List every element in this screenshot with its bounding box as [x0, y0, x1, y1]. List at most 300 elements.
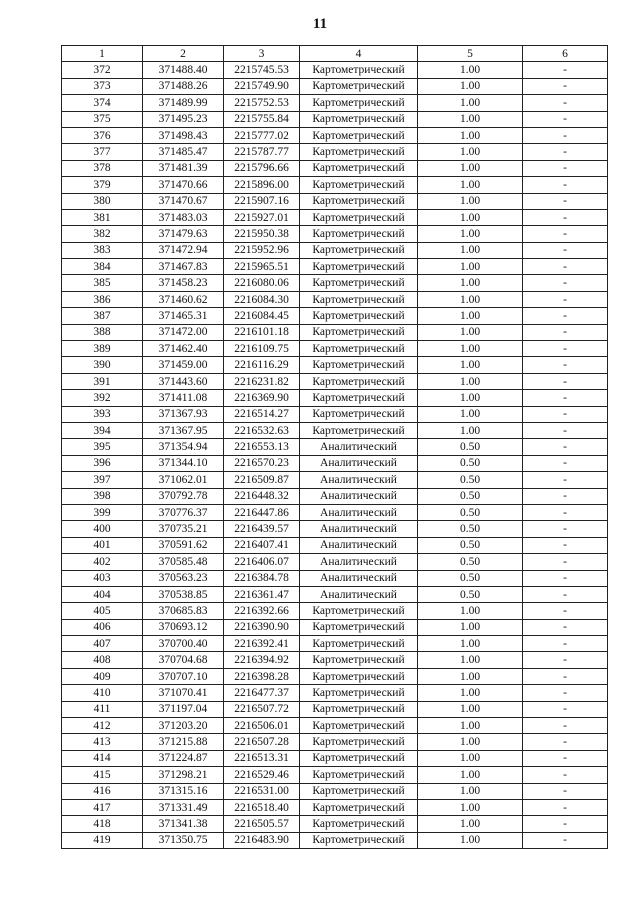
point-number-cell: 400 [62, 521, 143, 537]
note-cell: - [523, 193, 608, 209]
accuracy-cell: 0.50 [418, 554, 523, 570]
point-number-cell: 390 [62, 357, 143, 373]
point-number-cell: 394 [62, 422, 143, 438]
table-row [62, 127, 608, 143]
method-cell: Картометрический [300, 603, 418, 619]
note-cell: - [523, 537, 608, 553]
table-row [62, 832, 608, 848]
note-cell: - [523, 275, 608, 291]
table-row [62, 144, 608, 160]
x-coordinate-cell: 371315.16 [143, 783, 224, 799]
point-number-cell: 417 [62, 799, 143, 815]
method-cell: Картометрический [300, 324, 418, 340]
note-cell: - [523, 357, 608, 373]
x-coordinate-cell: 370792.78 [143, 488, 224, 504]
note-cell: - [523, 226, 608, 242]
accuracy-cell: 1.00 [418, 832, 523, 848]
header-row [62, 46, 608, 62]
y-coordinate-cell: 2216513.31 [224, 750, 300, 766]
point-number-cell: 396 [62, 455, 143, 471]
y-coordinate-cell: 2216084.45 [224, 308, 300, 324]
method-cell: Картометрический [300, 275, 418, 291]
table-body [62, 62, 608, 849]
x-coordinate-cell: 370693.12 [143, 619, 224, 635]
note-cell: - [523, 504, 608, 520]
method-cell: Картометрический [300, 160, 418, 176]
note-cell: - [523, 783, 608, 799]
table-row [62, 504, 608, 520]
x-coordinate-cell: 370585.48 [143, 554, 224, 570]
method-cell: Картометрический [300, 373, 418, 389]
x-coordinate-cell: 371472.94 [143, 242, 224, 258]
table-row [62, 472, 608, 488]
point-number-cell: 399 [62, 504, 143, 520]
x-coordinate-cell: 371459.00 [143, 357, 224, 373]
accuracy-cell: 0.50 [418, 537, 523, 553]
point-number-cell: 402 [62, 554, 143, 570]
x-coordinate-cell: 371215.88 [143, 734, 224, 750]
method-cell: Картометрический [300, 127, 418, 143]
note-cell: - [523, 554, 608, 570]
x-coordinate-cell: 370685.83 [143, 603, 224, 619]
x-coordinate-cell: 371350.75 [143, 832, 224, 848]
method-cell: Картометрический [300, 308, 418, 324]
note-cell: - [523, 259, 608, 275]
point-number-cell: 388 [62, 324, 143, 340]
method-cell: Аналитический [300, 504, 418, 520]
y-coordinate-cell: 2216531.00 [224, 783, 300, 799]
table-row [62, 799, 608, 815]
point-number-cell: 414 [62, 750, 143, 766]
point-number-cell: 375 [62, 111, 143, 127]
accuracy-cell: 1.00 [418, 390, 523, 406]
method-cell: Картометрический [300, 341, 418, 357]
note-cell: - [523, 799, 608, 815]
method-cell: Аналитический [300, 586, 418, 602]
point-number-cell: 406 [62, 619, 143, 635]
x-coordinate-cell: 371367.95 [143, 422, 224, 438]
coordinates-table [61, 45, 608, 849]
method-cell: Картометрический [300, 816, 418, 832]
point-number-cell: 415 [62, 767, 143, 783]
point-number-cell: 418 [62, 816, 143, 832]
accuracy-cell: 1.00 [418, 767, 523, 783]
accuracy-cell: 1.00 [418, 816, 523, 832]
method-cell: Картометрический [300, 668, 418, 684]
method-cell: Картометрический [300, 832, 418, 848]
x-coordinate-cell: 371197.04 [143, 701, 224, 717]
method-cell: Картометрический [300, 718, 418, 734]
note-cell: - [523, 291, 608, 307]
table-row [62, 324, 608, 340]
accuracy-cell: 1.00 [418, 357, 523, 373]
y-coordinate-cell: 2215777.02 [224, 127, 300, 143]
method-cell: Картометрический [300, 390, 418, 406]
note-cell: - [523, 455, 608, 471]
accuracy-cell: 1.00 [418, 127, 523, 143]
y-coordinate-cell: 2216532.63 [224, 422, 300, 438]
method-cell: Картометрический [300, 193, 418, 209]
note-cell: - [523, 652, 608, 668]
method-cell: Картометрический [300, 652, 418, 668]
column-header-6: 6 [523, 46, 608, 62]
accuracy-cell: 1.00 [418, 619, 523, 635]
method-cell: Картометрический [300, 734, 418, 750]
y-coordinate-cell: 2216406.07 [224, 554, 300, 570]
table-row [62, 603, 608, 619]
y-coordinate-cell: 2216570.23 [224, 455, 300, 471]
x-coordinate-cell: 370538.85 [143, 586, 224, 602]
accuracy-cell: 1.00 [418, 685, 523, 701]
point-number-cell: 393 [62, 406, 143, 422]
y-coordinate-cell: 2216398.28 [224, 668, 300, 684]
y-coordinate-cell: 2216407.41 [224, 537, 300, 553]
point-number-cell: 398 [62, 488, 143, 504]
x-coordinate-cell: 371467.83 [143, 259, 224, 275]
y-coordinate-cell: 2216483.90 [224, 832, 300, 848]
table-header [62, 46, 608, 62]
x-coordinate-cell: 371462.40 [143, 341, 224, 357]
accuracy-cell: 1.00 [418, 406, 523, 422]
point-number-cell: 386 [62, 291, 143, 307]
table-row [62, 390, 608, 406]
point-number-cell: 404 [62, 586, 143, 602]
table-row [62, 488, 608, 504]
y-coordinate-cell: 2216390.90 [224, 619, 300, 635]
x-coordinate-cell: 371479.63 [143, 226, 224, 242]
y-coordinate-cell: 2215965.51 [224, 259, 300, 275]
note-cell: - [523, 341, 608, 357]
table-row [62, 554, 608, 570]
x-coordinate-cell: 371298.21 [143, 767, 224, 783]
point-number-cell: 411 [62, 701, 143, 717]
column-header-4: 4 [300, 46, 418, 62]
accuracy-cell: 1.00 [418, 750, 523, 766]
method-cell: Аналитический [300, 521, 418, 537]
point-number-cell: 379 [62, 177, 143, 193]
x-coordinate-cell: 371483.03 [143, 209, 224, 225]
note-cell: - [523, 603, 608, 619]
note-cell: - [523, 685, 608, 701]
point-number-cell: 384 [62, 259, 143, 275]
point-number-cell: 376 [62, 127, 143, 143]
y-coordinate-cell: 2216477.37 [224, 685, 300, 701]
y-coordinate-cell: 2215796.66 [224, 160, 300, 176]
note-cell: - [523, 816, 608, 832]
table-row [62, 734, 608, 750]
y-coordinate-cell: 2216231.82 [224, 373, 300, 389]
y-coordinate-cell: 2216507.28 [224, 734, 300, 750]
method-cell: Картометрический [300, 619, 418, 635]
table-row [62, 78, 608, 94]
table-row [62, 209, 608, 225]
method-cell: Картометрический [300, 177, 418, 193]
note-cell: - [523, 95, 608, 111]
note-cell: - [523, 160, 608, 176]
accuracy-cell: 1.00 [418, 308, 523, 324]
point-number-cell: 392 [62, 390, 143, 406]
note-cell: - [523, 177, 608, 193]
x-coordinate-cell: 371485.47 [143, 144, 224, 160]
accuracy-cell: 1.00 [418, 341, 523, 357]
table-row [62, 357, 608, 373]
x-coordinate-cell: 370563.23 [143, 570, 224, 586]
method-cell: Картометрический [300, 357, 418, 373]
table-row [62, 668, 608, 684]
method-cell: Аналитический [300, 554, 418, 570]
method-cell: Картометрический [300, 783, 418, 799]
table-row [62, 586, 608, 602]
note-cell: - [523, 619, 608, 635]
accuracy-cell: 0.50 [418, 488, 523, 504]
accuracy-cell: 0.50 [418, 504, 523, 520]
method-cell: Картометрический [300, 406, 418, 422]
y-coordinate-cell: 2215952.96 [224, 242, 300, 258]
note-cell: - [523, 390, 608, 406]
table-row [62, 259, 608, 275]
point-number-cell: 377 [62, 144, 143, 160]
column-header-1: 1 [62, 46, 143, 62]
x-coordinate-cell: 370776.37 [143, 504, 224, 520]
x-coordinate-cell: 370707.10 [143, 668, 224, 684]
point-number-cell: 412 [62, 718, 143, 734]
table-row [62, 193, 608, 209]
x-coordinate-cell: 371470.66 [143, 177, 224, 193]
point-number-cell: 419 [62, 832, 143, 848]
x-coordinate-cell: 370735.21 [143, 521, 224, 537]
accuracy-cell: 1.00 [418, 209, 523, 225]
x-coordinate-cell: 371203.20 [143, 718, 224, 734]
table-row [62, 718, 608, 734]
table-row [62, 177, 608, 193]
x-coordinate-cell: 371481.39 [143, 160, 224, 176]
accuracy-cell: 1.00 [418, 324, 523, 340]
accuracy-cell: 1.00 [418, 62, 523, 78]
accuracy-cell: 0.50 [418, 472, 523, 488]
table-row [62, 537, 608, 553]
point-number-cell: 395 [62, 439, 143, 455]
x-coordinate-cell: 371458.23 [143, 275, 224, 291]
y-coordinate-cell: 2215755.84 [224, 111, 300, 127]
method-cell: Картометрический [300, 209, 418, 225]
y-coordinate-cell: 2216553.13 [224, 439, 300, 455]
x-coordinate-cell: 370700.40 [143, 636, 224, 652]
method-cell: Картометрический [300, 636, 418, 652]
point-number-cell: 372 [62, 62, 143, 78]
table-row [62, 422, 608, 438]
note-cell: - [523, 308, 608, 324]
point-number-cell: 387 [62, 308, 143, 324]
point-number-cell: 408 [62, 652, 143, 668]
table-row [62, 373, 608, 389]
y-coordinate-cell: 2215950.38 [224, 226, 300, 242]
column-header-3: 3 [224, 46, 300, 62]
accuracy-cell: 1.00 [418, 144, 523, 160]
method-cell: Картометрический [300, 144, 418, 160]
point-number-cell: 403 [62, 570, 143, 586]
table-row [62, 816, 608, 832]
note-cell: - [523, 734, 608, 750]
note-cell: - [523, 586, 608, 602]
accuracy-cell: 1.00 [418, 275, 523, 291]
x-coordinate-cell: 370704.68 [143, 652, 224, 668]
y-coordinate-cell: 2216361.47 [224, 586, 300, 602]
y-coordinate-cell: 2215745.53 [224, 62, 300, 78]
accuracy-cell: 1.00 [418, 226, 523, 242]
note-cell: - [523, 718, 608, 734]
y-coordinate-cell: 2216509.87 [224, 472, 300, 488]
method-cell: Аналитический [300, 472, 418, 488]
x-coordinate-cell: 371354.94 [143, 439, 224, 455]
point-number-cell: 405 [62, 603, 143, 619]
y-coordinate-cell: 2215907.16 [224, 193, 300, 209]
y-coordinate-cell: 2216394.92 [224, 652, 300, 668]
method-cell: Картометрический [300, 799, 418, 815]
method-cell: Аналитический [300, 488, 418, 504]
x-coordinate-cell: 371498.43 [143, 127, 224, 143]
method-cell: Картометрический [300, 78, 418, 94]
accuracy-cell: 1.00 [418, 373, 523, 389]
table-row [62, 455, 608, 471]
accuracy-cell: 1.00 [418, 291, 523, 307]
x-coordinate-cell: 371460.62 [143, 291, 224, 307]
accuracy-cell: 1.00 [418, 718, 523, 734]
accuracy-cell: 1.00 [418, 636, 523, 652]
y-coordinate-cell: 2216109.75 [224, 341, 300, 357]
accuracy-cell: 1.00 [418, 259, 523, 275]
table-row [62, 226, 608, 242]
point-number-cell: 374 [62, 95, 143, 111]
point-number-cell: 385 [62, 275, 143, 291]
x-coordinate-cell: 371367.93 [143, 406, 224, 422]
y-coordinate-cell: 2216529.46 [224, 767, 300, 783]
point-number-cell: 413 [62, 734, 143, 750]
accuracy-cell: 1.00 [418, 799, 523, 815]
note-cell: - [523, 636, 608, 652]
method-cell: Картометрический [300, 95, 418, 111]
accuracy-cell: 1.00 [418, 242, 523, 258]
table-row [62, 652, 608, 668]
note-cell: - [523, 472, 608, 488]
y-coordinate-cell: 2216448.32 [224, 488, 300, 504]
table-row [62, 701, 608, 717]
table-row [62, 308, 608, 324]
table-row [62, 767, 608, 783]
table-row [62, 439, 608, 455]
y-coordinate-cell: 2216116.29 [224, 357, 300, 373]
x-coordinate-cell: 371341.38 [143, 816, 224, 832]
x-coordinate-cell: 371443.60 [143, 373, 224, 389]
accuracy-cell: 0.50 [418, 570, 523, 586]
x-coordinate-cell: 371488.40 [143, 62, 224, 78]
y-coordinate-cell: 2216084.30 [224, 291, 300, 307]
point-number-cell: 416 [62, 783, 143, 799]
note-cell: - [523, 570, 608, 586]
point-number-cell: 380 [62, 193, 143, 209]
y-coordinate-cell: 2216518.40 [224, 799, 300, 815]
accuracy-cell: 1.00 [418, 78, 523, 94]
note-cell: - [523, 521, 608, 537]
table-row [62, 95, 608, 111]
y-coordinate-cell: 2216505.57 [224, 816, 300, 832]
table-row [62, 636, 608, 652]
note-cell: - [523, 324, 608, 340]
accuracy-cell: 1.00 [418, 177, 523, 193]
note-cell: - [523, 832, 608, 848]
note-cell: - [523, 62, 608, 78]
note-cell: - [523, 78, 608, 94]
table-row [62, 341, 608, 357]
note-cell: - [523, 144, 608, 160]
method-cell: Картометрический [300, 242, 418, 258]
table-row [62, 685, 608, 701]
x-coordinate-cell: 371344.10 [143, 455, 224, 471]
accuracy-cell: 1.00 [418, 652, 523, 668]
note-cell: - [523, 668, 608, 684]
y-coordinate-cell: 2216101.18 [224, 324, 300, 340]
y-coordinate-cell: 2216447.86 [224, 504, 300, 520]
point-number-cell: 391 [62, 373, 143, 389]
table-row [62, 750, 608, 766]
point-number-cell: 401 [62, 537, 143, 553]
table-row [62, 111, 608, 127]
table-row [62, 62, 608, 78]
note-cell: - [523, 767, 608, 783]
table-row [62, 160, 608, 176]
accuracy-cell: 1.00 [418, 734, 523, 750]
table-row [62, 619, 608, 635]
point-number-cell: 389 [62, 341, 143, 357]
note-cell: - [523, 422, 608, 438]
x-coordinate-cell: 371465.31 [143, 308, 224, 324]
x-coordinate-cell: 370591.62 [143, 537, 224, 553]
column-header-2: 2 [143, 46, 224, 62]
table-row [62, 521, 608, 537]
note-cell: - [523, 701, 608, 717]
accuracy-cell: 1.00 [418, 783, 523, 799]
y-coordinate-cell: 2216506.01 [224, 718, 300, 734]
method-cell: Картометрический [300, 62, 418, 78]
method-cell: Картометрический [300, 111, 418, 127]
note-cell: - [523, 406, 608, 422]
table-row [62, 291, 608, 307]
y-coordinate-cell: 2215752.53 [224, 95, 300, 111]
note-cell: - [523, 488, 608, 504]
x-coordinate-cell: 371070.41 [143, 685, 224, 701]
x-coordinate-cell: 371472.00 [143, 324, 224, 340]
x-coordinate-cell: 371411.08 [143, 390, 224, 406]
table-row [62, 570, 608, 586]
point-number-cell: 409 [62, 668, 143, 684]
y-coordinate-cell: 2215749.90 [224, 78, 300, 94]
note-cell: - [523, 750, 608, 766]
x-coordinate-cell: 371470.67 [143, 193, 224, 209]
table-row [62, 406, 608, 422]
accuracy-cell: 1.00 [418, 193, 523, 209]
point-number-cell: 383 [62, 242, 143, 258]
point-number-cell: 381 [62, 209, 143, 225]
method-cell: Аналитический [300, 439, 418, 455]
accuracy-cell: 1.00 [418, 111, 523, 127]
accuracy-cell: 0.50 [418, 521, 523, 537]
column-header-5: 5 [418, 46, 523, 62]
table-row [62, 242, 608, 258]
method-cell: Аналитический [300, 455, 418, 471]
accuracy-cell: 1.00 [418, 95, 523, 111]
method-cell: Картометрический [300, 422, 418, 438]
y-coordinate-cell: 2216384.78 [224, 570, 300, 586]
point-number-cell: 378 [62, 160, 143, 176]
